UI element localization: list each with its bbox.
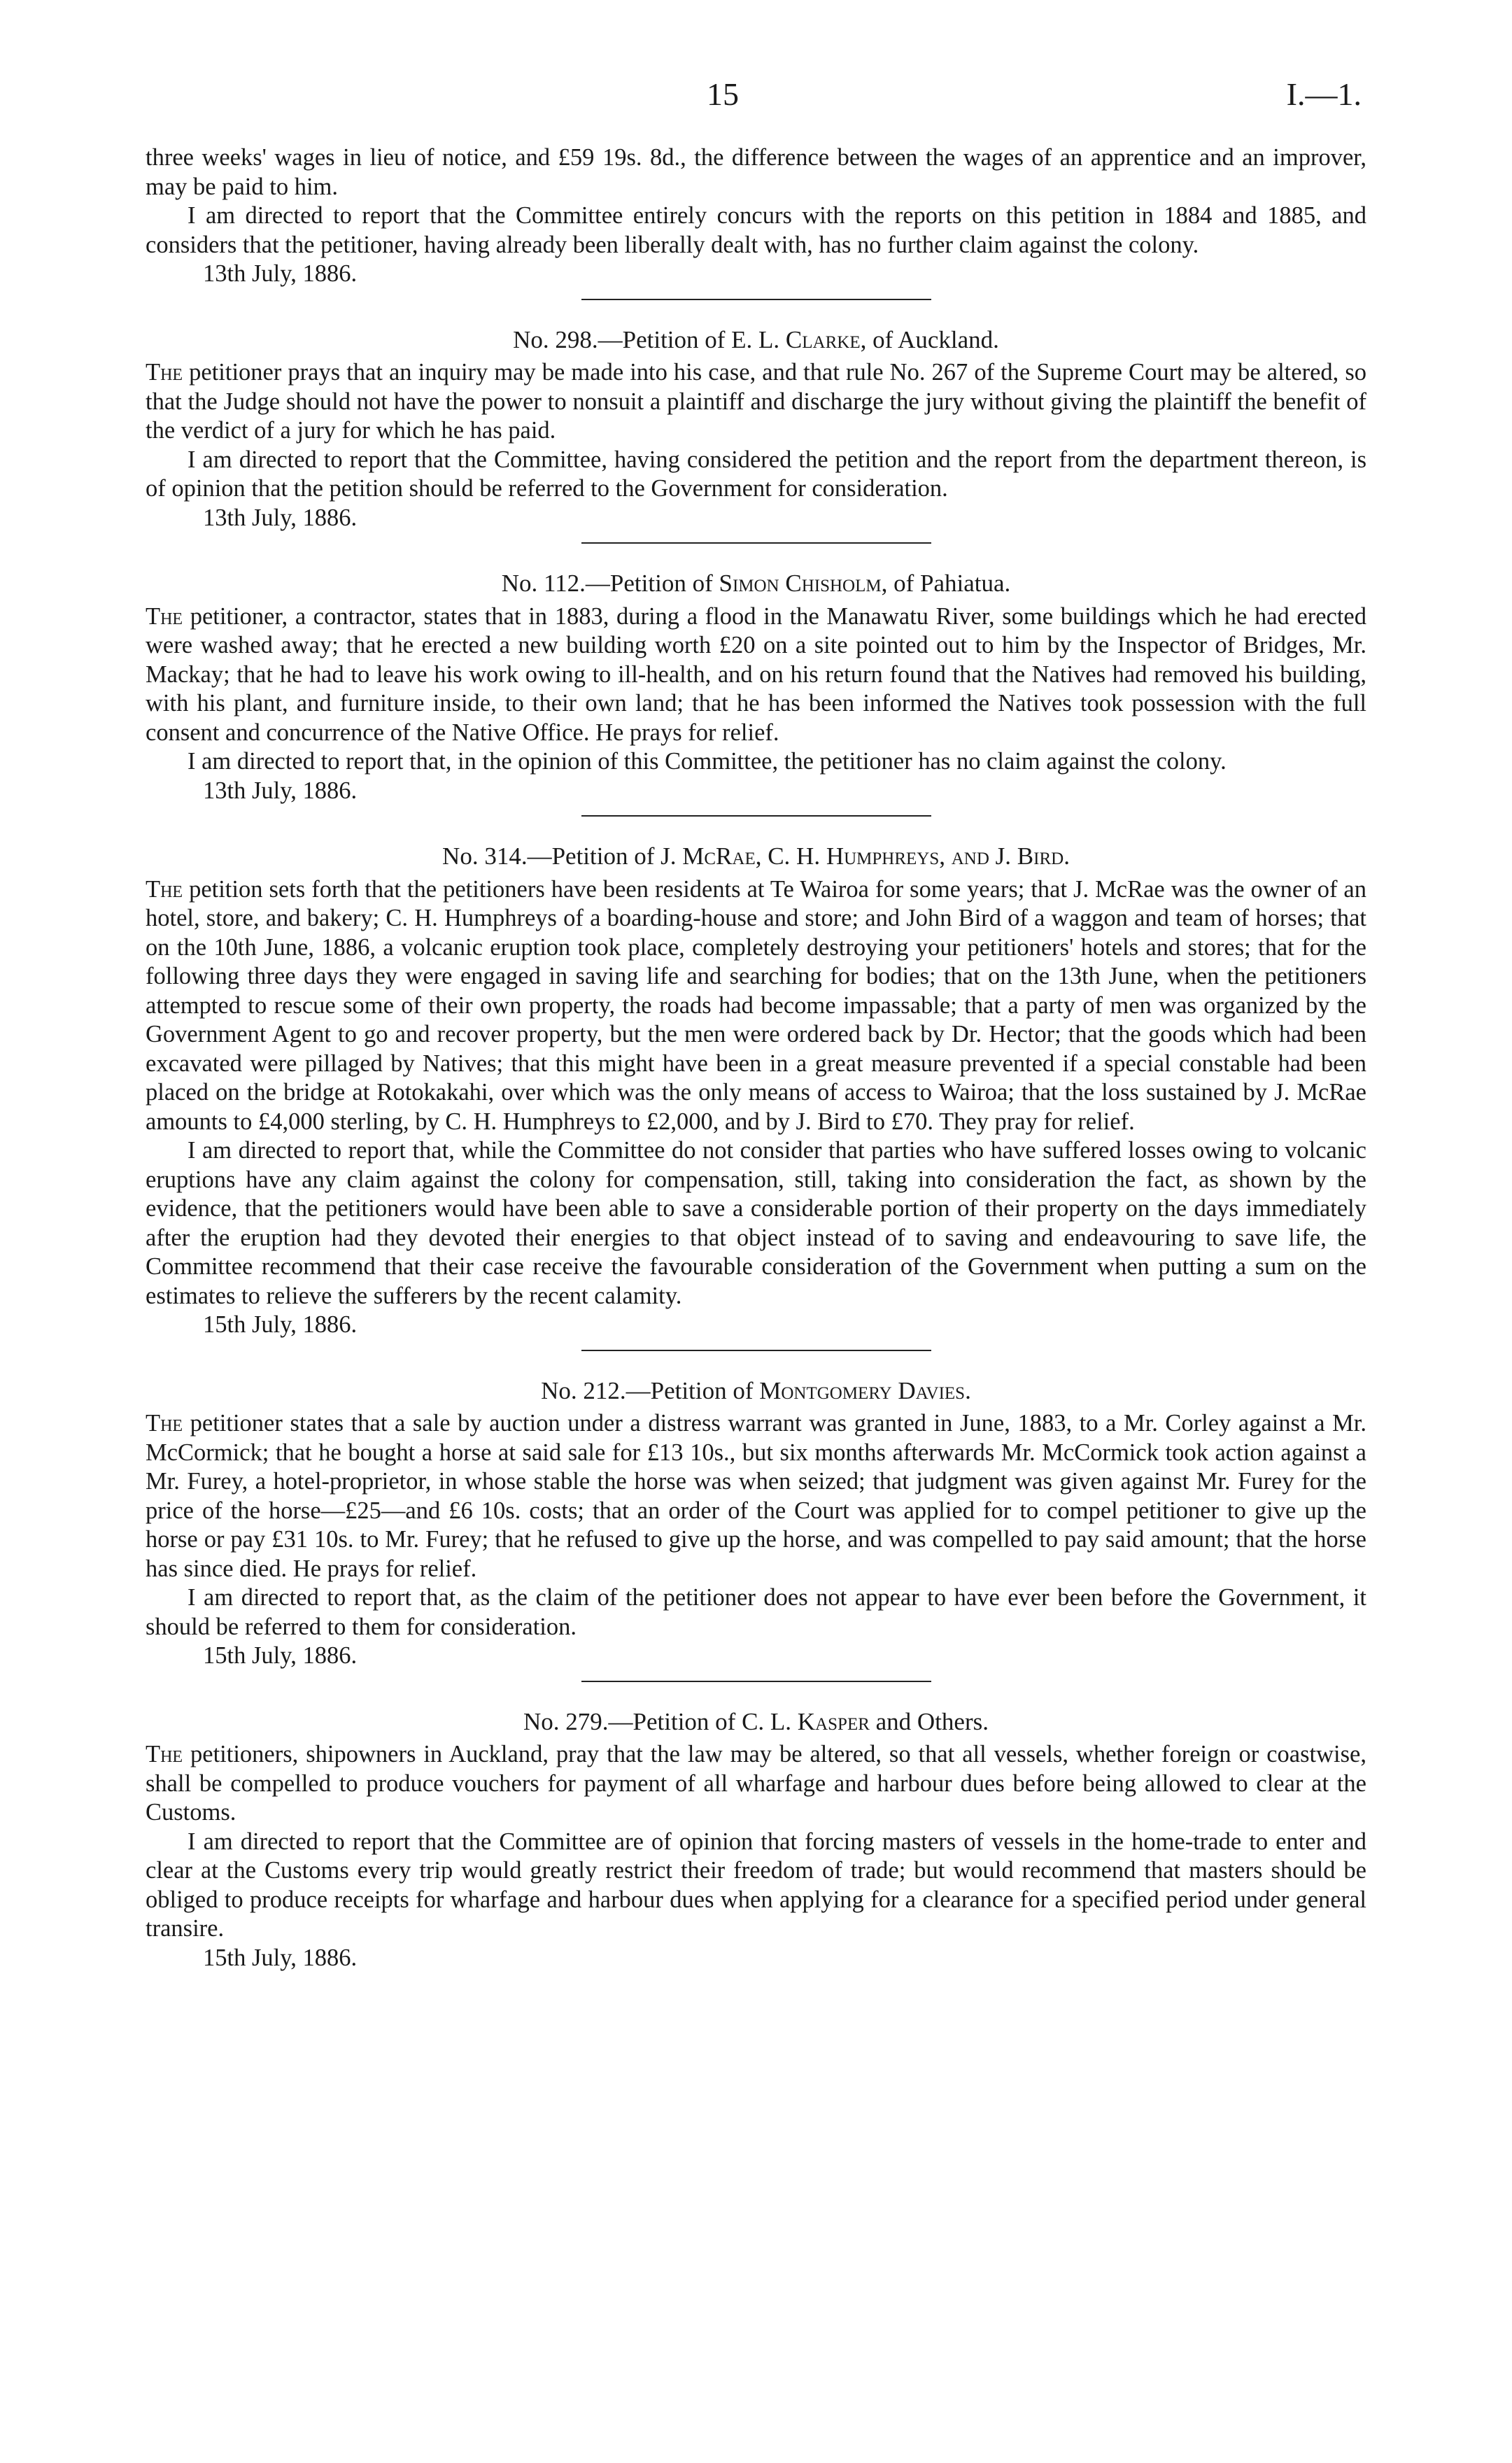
section-divider bbox=[581, 299, 931, 300]
petition-date: 15th July, 1886. bbox=[203, 1944, 358, 1971]
section-divider bbox=[581, 1681, 931, 1682]
petition-date: 15th July, 1886. bbox=[203, 1642, 358, 1669]
petition-prayer: The petitioner, a contractor, states that in 1883, during a flood in the Manawatu River, some buildings which he had erected were washed away; that he erected a new building worth £20 on a site pointed out to him by the Inspector of Bridges, Mr. Mackay; that he had to leave his work owing to ill-health, and on his return found that the Natives had removed his building, with his plant, and furniture inside, to their own land; that he has been informed the Natives took possession with the full consent and concurrence of the Native Office. He prays for relief. bbox=[146, 602, 1366, 746]
petitioner-name: J. McRae, C. H. Humphreys, and J. Bird bbox=[660, 842, 1064, 870]
petition-title: No. 212.—Petition of Montgomery Davies. bbox=[541, 1376, 971, 1404]
petition-prayer: The petitioner states that a sale by auction under a distress warrant was granted in June, 1883, to a Mr. Corley against a Mr. McCormick; that he bought a horse at said sale for £13 10s., but six months afterwards Mr. McCormick took action against a Mr. Furey, a hotel-proprietor, in whose stable the horse was when seized; that judgment was given against Mr. Furey for the price of the horse—£25—and £6 10s. costs; that an order of the Court was applied for to compel petitioner to give up the horse or pay £31 10s. to Mr. Furey; that he refused to give up the horse, and was compelled to pay said amount; that the horse has since died. He prays for relief. bbox=[146, 1410, 1366, 1582]
petition-title: No. 298.—Petition of E. L. Clarke, of Auckland. bbox=[513, 325, 999, 353]
committee-report: I am directed to report that the Committee, having considered the petition and the report from the department thereon, is of opinion that the petition should be referred to the Government for consideration. bbox=[146, 446, 1366, 502]
section-divider bbox=[581, 815, 931, 817]
petitioner-name: C. L. Kasper bbox=[742, 1707, 870, 1735]
petition-112 bbox=[146, 569, 1366, 805]
petition-prayer: The petition sets forth that the petitioners have been residents at Te Wairoa for some years; that J. McRae was the owner of an hotel, store, and bakery; C. H. Humphreys of a boarding-house and store; and John Bird of a waggon and team of horses; that on the 10th June, 1886, a volcanic eruption took place, completely destroying your petitioners' hotels and stores; that for the following three days they were engaged in saving life and searching for bodies; that on the 13th June, when the petitioners attempted to rescue some of their own property, the roads had become impassable; that a party of men was organized by the Government Agent to go and recover property, but the men were ordered back by Dr. Hector; that the goods which had been excavated were pillaged by Natives; that this might have been in a great measure prevented if a special constable had been placed on the bridge at Rotokakahi, over which was the only means of access to Wairoa; that the loss sustained by J. McRae amounts to £4,000 sterling, by C. H. Humphreys to £2,000, and by J. Bird to £70. They pray for relief. bbox=[146, 875, 1366, 1135]
intro-report: I am directed to report that the Committee entirely concurs with the reports on this petition in 1884 and 1885, and considers that the petitioner, having already been liberally dealt with, has no further claim against the colony. bbox=[146, 202, 1366, 258]
petition-title: No. 279.—Petition of C. L. Kasper and Others. bbox=[523, 1707, 989, 1735]
intro-paragraph: three weeks' wages in lieu of notice, and £59 19s. 8d., the difference between the wages of an apprentice and an improver, may be paid to him. bbox=[146, 144, 1366, 200]
petition-prayer: The petitioner prays that an inquiry may be made into his case, and that rule No. 267 of the Supreme Court may be altered, so that the Judge should not have the power to nonsuit a plaintiff and discharge the jury without giving the plaintiff the benefit of the verdict of a jury for which he has paid. bbox=[146, 359, 1366, 444]
committee-report: I am directed to report that the Committee are of opinion that forcing masters of vessels in the home-trade to enter and clear at the Customs every trip would greatly restrict their freedom of trade; but would recommend that masters should be obliged to produce receipts for wharfage and harbour dues when applying for a clearance for a specified period under general transire. bbox=[146, 1828, 1366, 1942]
petition-date: 15th July, 1886. bbox=[203, 1311, 358, 1338]
petitioner-name: E. L. Clarke bbox=[731, 325, 861, 353]
committee-report: I am directed to report that, as the claim of the petitioner does not appear to have ever been before the Government, it should be referred to them for consideration. bbox=[146, 1584, 1366, 1640]
petition-279 bbox=[146, 1707, 1366, 1973]
petition-prayer: The petitioners, shipowners in Auckland, pray that the law may be altered, so that all vessels, whether foreign or coastwise, shall be compelled to produce vouchers for payment of all wharfage and harbour dues before being allowed to clear at the Customs. bbox=[146, 1741, 1366, 1826]
petition-212 bbox=[146, 1376, 1366, 1671]
petition-date: 13th July, 1886. bbox=[203, 260, 358, 287]
petitioner-name: Simon Chisholm bbox=[719, 570, 882, 597]
petition-314 bbox=[146, 842, 1366, 1340]
committee-report: I am directed to report that, in the opinion of this Committee, the petitioner has no claim against the colony. bbox=[188, 748, 1227, 775]
petition-date: 13th July, 1886. bbox=[203, 504, 358, 531]
document-body bbox=[146, 143, 1366, 1972]
section-reference: I.—1. bbox=[1286, 76, 1362, 112]
petition-date: 13th July, 1886. bbox=[203, 777, 358, 804]
section-divider bbox=[581, 1350, 931, 1351]
committee-report: I am directed to report that, while the Committee do not consider that parties who have suffered losses owing to volcanic eruptions have any claim against the colony for compensation, still, taking into consideration the fact, as shown by the evidence, that the petitioners would have been able to save a considerable portion of their property on the days immediately after the eruption had they devoted their energies to that object instead of to saving and endeavouring to save life, the Committee recommend that their case receive the favourable consideration of the Government when putting a sum on the estimates to relieve the sufferers by the recent calamity. bbox=[146, 1137, 1366, 1309]
section-divider bbox=[581, 542, 931, 544]
petition-title: No. 112.—Petition of Simon Chisholm, of Pahiatua. bbox=[501, 570, 1011, 597]
page-number: 15 bbox=[707, 76, 739, 112]
petition-298 bbox=[146, 325, 1366, 533]
intro-section bbox=[146, 143, 1366, 289]
petitioner-name: Montgomery Davies bbox=[759, 1376, 966, 1404]
petition-title: No. 314.—Petition of J. McRae, C. H. Humphreys, and J. Bird. bbox=[442, 842, 1070, 870]
